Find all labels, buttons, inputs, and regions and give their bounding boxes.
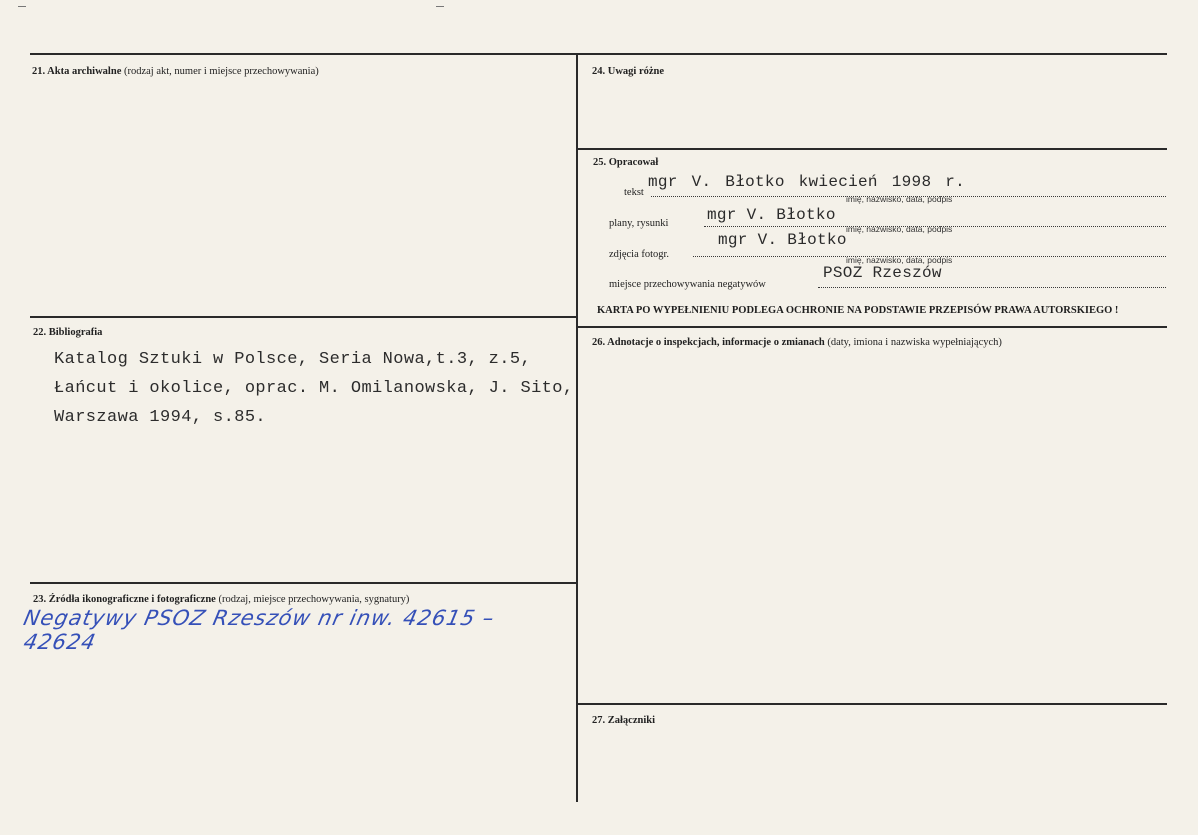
section-26-label — [592, 337, 1002, 348]
negatywy-dotted-line — [818, 287, 1166, 288]
section-26-title: Adnotacje o inspekcjach, informacje o zmianach — [607, 337, 825, 348]
copyright-notice: KARTA PO WYPEŁNIENIU PODLEGA OCHRONIE NA PODSTAWIE PRZEPISÓW PRAWA AUTORSKIEGO ! — [597, 305, 1119, 316]
divider-24-25 — [578, 148, 1167, 150]
plany-hint: imię, nazwisko, data, podpis — [846, 224, 953, 234]
section-21-subtitle: (rodzaj akt, numer i miejsce przechowywania) — [123, 66, 319, 77]
section-25-title: Opracował — [608, 157, 659, 168]
negatywy-value: PSOZ Rzeszów — [823, 264, 942, 282]
bibliography-line: Katalog Sztuki w Polsce, Seria Nowa,t.3, z.5, — [54, 350, 532, 369]
section-23-subtitle: (rodzaj, miejsce przechowywania, sygnatury) — [218, 594, 410, 605]
bibliography-text — [54, 345, 573, 432]
section-23-label — [33, 594, 409, 605]
tekst-hint: imię, nazwisko, data, podpis — [846, 194, 953, 204]
zdjecia-hint: imię, nazwisko, data, podpis — [846, 255, 953, 265]
plany-label: plany, rysunki — [609, 218, 669, 229]
section-23-number: 23. — [33, 594, 47, 605]
center-divider — [576, 53, 578, 802]
section-21-title: Akta archiwalne — [47, 66, 122, 77]
tekst-label: tekst — [624, 187, 644, 198]
plany-value: mgr V. Błotko — [707, 206, 836, 224]
tekst-value: mgr V. Błotko kwiecień 1998 r. — [648, 173, 966, 191]
section-24-number: 24. — [592, 66, 606, 77]
zdjecia-value: mgr V. Błotko — [718, 231, 847, 249]
section-23-title: Źródła ikonograficzne i fotograficzne — [48, 594, 216, 605]
section-22-label — [33, 327, 102, 338]
handwritten-negatives-cont: 42624 — [21, 630, 99, 654]
section-27-label — [592, 715, 655, 726]
negatywy-label: miejsce przechowywania negatywów — [609, 279, 766, 290]
section-21-label — [32, 66, 319, 77]
section-25-label — [593, 157, 658, 168]
section-24-label — [592, 66, 664, 77]
divider-22-23 — [30, 582, 578, 584]
section-27-number: 27. — [592, 715, 606, 726]
edge-mark — [18, 6, 26, 7]
section-22-number: 22. — [33, 327, 47, 338]
section-24-title: Uwagi różne — [607, 66, 665, 77]
section-26-number: 26. — [592, 337, 606, 348]
edge-mark — [436, 6, 444, 7]
bibliography-line: Warszawa 1994, s.85. — [54, 408, 267, 427]
zdjecia-label: zdjęcia fotogr. — [609, 249, 670, 260]
section-27-title: Załączniki — [607, 715, 656, 726]
bibliography-line: Łańcut i okolice, oprac. M. Omilanowska, J. Sito, — [54, 379, 574, 398]
divider-25-26 — [578, 326, 1167, 328]
section-26-subtitle: (daty, imiona i nazwiska wypełniających) — [827, 337, 1002, 348]
top-rule — [30, 53, 1167, 55]
section-21-number: 21. — [32, 66, 46, 77]
section-22-title: Bibliografia — [48, 327, 103, 338]
section-25-number: 25. — [593, 157, 607, 168]
divider-21-22 — [30, 316, 578, 318]
divider-26-27 — [578, 703, 1167, 705]
handwritten-negatives: Negatywy PSOZ Rzeszów nr inw. 42615 – — [21, 606, 498, 630]
